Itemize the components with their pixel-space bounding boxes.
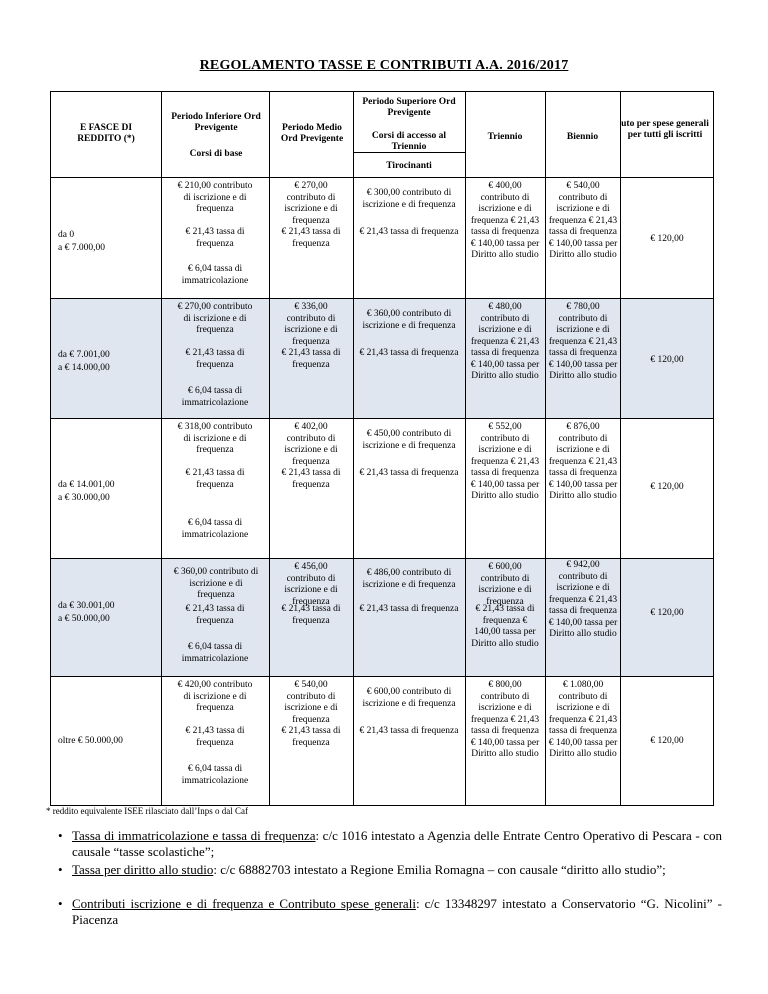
inferiore-imm: € 6,04 tassa di immatricolazione	[181, 518, 249, 540]
page-title: REGOLAMENTO TASSE E CONTRIBUTI A.A. 2016/2017	[199, 58, 569, 73]
sup-contributo: € 600,00 contributo di iscrizione e di frequenza	[362, 687, 456, 709]
header-fasce: E FASCE DI REDDITO (*)	[77, 123, 135, 144]
header-accesso: Corsi di accesso al Triennio	[371, 131, 447, 152]
medio-contributo: € 336,00 contributo di iscrizione e di frequenza	[284, 302, 338, 347]
sup-freq: € 21,43 tassa di frequenza	[359, 468, 459, 478]
medio-contributo: € 540,00 contributo di iscrizione e di frequenza	[284, 680, 338, 725]
medio-freq: € 21,43 tassa di frequenza	[281, 468, 341, 490]
inferiore-imm: € 6,04 tassa di immatricolazione	[181, 264, 249, 286]
footnote: * reddito equivalente ISEE rilasciato dall’Inps o dal Caf	[46, 806, 248, 816]
triennio-cell: € 400,00 contributo di iscrizione e di frequenza € 21,43 tassa di frequenza € 140,00 tassa per Diritto allo studio	[470, 181, 540, 260]
spese-cell: € 120,00	[650, 608, 684, 618]
bullet-3-text: : c/c 13348297 intestato a Conservatorio “G. Nicolini” - Piacenza	[72, 896, 722, 927]
medio-freq: € 21,43 tassa di frequenza	[281, 227, 341, 249]
biennio-cell: € 780,00 contributo di iscrizione e di frequenza € 21,43 tassa di frequenza € 140,00 tassa per Diritto allo studio	[548, 302, 618, 381]
fascia-row-2: da € 7.001,00 a € 14.000,00	[58, 350, 110, 373]
sup-freq: € 21,43 tassa di frequenza	[359, 348, 459, 358]
triennio-cell: € 21,43 tassa di frequenza € 140,00 tassa per Diritto allo studio	[471, 604, 539, 649]
bullet-1-label: Tassa di immatricolazione e tassa di frequenza	[72, 828, 316, 843]
inferiore-contributo: € 270,00 contributo di iscrizione e di frequenza	[177, 302, 253, 335]
spese-cell: € 120,00	[650, 736, 684, 746]
header-inferiore: Periodo Inferiore Ord Previgente	[171, 112, 261, 133]
inferiore-contributo: € 318,00 contributo di iscrizione e di frequenza	[177, 422, 253, 455]
header-tirocinanti: Tirocinanti	[386, 161, 432, 171]
bullet-3: • Contributi iscrizione e di frequenza e Contributo spese generali: c/c 13348297 intestato a Conservatorio “G. Nicolini” - Piacenza	[58, 896, 722, 927]
triennio-cell: € 480,00 contributo di iscrizione e di frequenza € 21,43 tassa di frequenza € 140,00 tassa per Diritto allo studio	[470, 302, 540, 381]
biennio-cell: € 942,00 contributo di iscrizione e di frequenza € 21,43 tassa di frequenza € 140,00 tassa per Diritto allo studio	[548, 560, 618, 639]
sup-contributo: € 360,00 contributo di iscrizione e di frequenza	[362, 309, 456, 331]
inferiore-contributo: € 360,00 contributo di iscrizione e di frequenza	[173, 567, 259, 600]
inferiore-imm: € 6,04 tassa di immatricolazione	[181, 642, 249, 664]
biennio-cell: € 540,00 contributo di iscrizione e di frequenza € 21,43 tassa di frequenza € 140,00 tassa per Diritto allo studio	[548, 181, 618, 260]
medio-contributo: € 270,00 contributo di iscrizione e di frequenza	[284, 181, 338, 226]
spese-cell: € 120,00	[650, 234, 684, 244]
medio-contributo: € 402,00 contributo di iscrizione e di frequenza	[284, 422, 338, 467]
bullet-2: • Tassa per diritto allo studio: c/c 68882703 intestato a Regione Emilia Romagna – con causale “diritto allo studio”;	[58, 862, 666, 877]
inferiore-contributo: € 210,00 contributo di iscrizione e di frequenza	[177, 181, 253, 214]
medio-contributo: € 456,00 contributo di iscrizione e di frequenza	[284, 562, 338, 607]
spese-cell: € 120,00	[650, 482, 684, 492]
sup-contributo: € 450,00 contributo di iscrizione e di frequenza	[362, 429, 456, 451]
header-corsi-base: Corsi di base	[189, 149, 243, 159]
inferiore-freq: € 21,43 tassa di frequenza	[185, 604, 245, 626]
inferiore-freq: € 21,43 tassa di frequenza	[185, 348, 245, 370]
header-biennio: Biennio	[566, 132, 599, 142]
header-superiore: Periodo Superiore Ord Previgente	[362, 97, 456, 118]
fascia-row-3: da € 14.001,00 a € 30.000,00	[58, 480, 115, 503]
header-spese: uto per spese generali per tutti gli iscritti	[621, 119, 709, 140]
inferiore-freq: € 21,43 tassa di frequenza	[185, 227, 245, 249]
sup-freq: € 21,43 tassa di frequenza	[359, 726, 459, 736]
fascia-row-1: da 0 a € 7.000,00	[58, 230, 105, 253]
sup-contributo: € 486,00 contributo di iscrizione e di frequenza	[362, 568, 456, 590]
triennio-cell: € 800,00 contributo di iscrizione e di frequenza € 21,43 tassa di frequenza € 140,00 tassa per Diritto allo studio	[470, 680, 540, 759]
bullet-1: • Tassa di immatricolazione e tassa di frequenza: c/c 1016 intestato a Agenzia delle Entrate Centro Operativo di Pescara - con causale “tasse scolastiche”;	[58, 828, 723, 859]
medio-freq: € 21,43 tassa di frequenza	[281, 726, 341, 748]
bullet-2-label: Tassa per diritto allo studio	[72, 862, 214, 877]
header-medio: Periodo Medio Ord Previgente	[280, 123, 344, 144]
inferiore-imm: € 6,04 tassa di immatricolazione	[181, 764, 249, 786]
spese-cell: € 120,00	[650, 355, 684, 365]
bullet-3-label: Contributi iscrizione e di frequenza e Contributo spese generali	[72, 896, 416, 911]
bullet-2-text: : c/c 68882703 intestato a Regione Emilia Romagna – con causale “diritto allo studio”;	[213, 862, 666, 877]
medio-freq: € 21,43 tassa di frequenza	[281, 604, 341, 626]
medio-freq: € 21,43 tassa di frequenza	[281, 348, 341, 370]
sup-freq: € 21,43 tassa di frequenza	[359, 604, 459, 614]
inferiore-freq: € 21,43 tassa di frequenza	[185, 726, 245, 748]
inferiore-contributo: € 420,00 contributo di iscrizione e di frequenza	[177, 680, 253, 713]
inferiore-imm: € 6,04 tassa di immatricolazione	[181, 386, 249, 408]
triennio-cell: € 552,00 contributo di iscrizione e di frequenza € 21,43 tassa di frequenza € 140,00 tassa per Diritto allo studio	[470, 422, 540, 501]
fascia-row-4: da € 30.001,00 a € 50.000,00	[58, 601, 115, 624]
sup-contributo: € 300,00 contributo di iscrizione e di frequenza	[362, 188, 456, 210]
inferiore-freq: € 21,43 tassa di frequenza	[185, 468, 245, 490]
sup-freq: € 21,43 tassa di frequenza	[359, 227, 459, 237]
biennio-cell: € 876,00 contributo di iscrizione e di frequenza € 21,43 tassa di frequenza € 140,00 tassa per Diritto allo studio	[548, 422, 618, 501]
fees-table	[50, 91, 714, 806]
fascia-row-5: oltre € 50.000,00	[58, 736, 123, 746]
triennio-contributo: € 600,00 contributo di iscrizione e di frequenza	[478, 562, 532, 607]
header-triennio: Triennio	[487, 132, 523, 142]
bullet-1-text: : c/c 1016 intestato a Agenzia delle Entrate Centro Operativo di Pescara - con causale “tasse scolastiche”;	[72, 828, 723, 859]
biennio-cell: € 1.080,00 contributo di iscrizione e di frequenza € 21,43 tassa di frequenza € 140,00 tassa per Diritto allo studio	[548, 680, 618, 759]
